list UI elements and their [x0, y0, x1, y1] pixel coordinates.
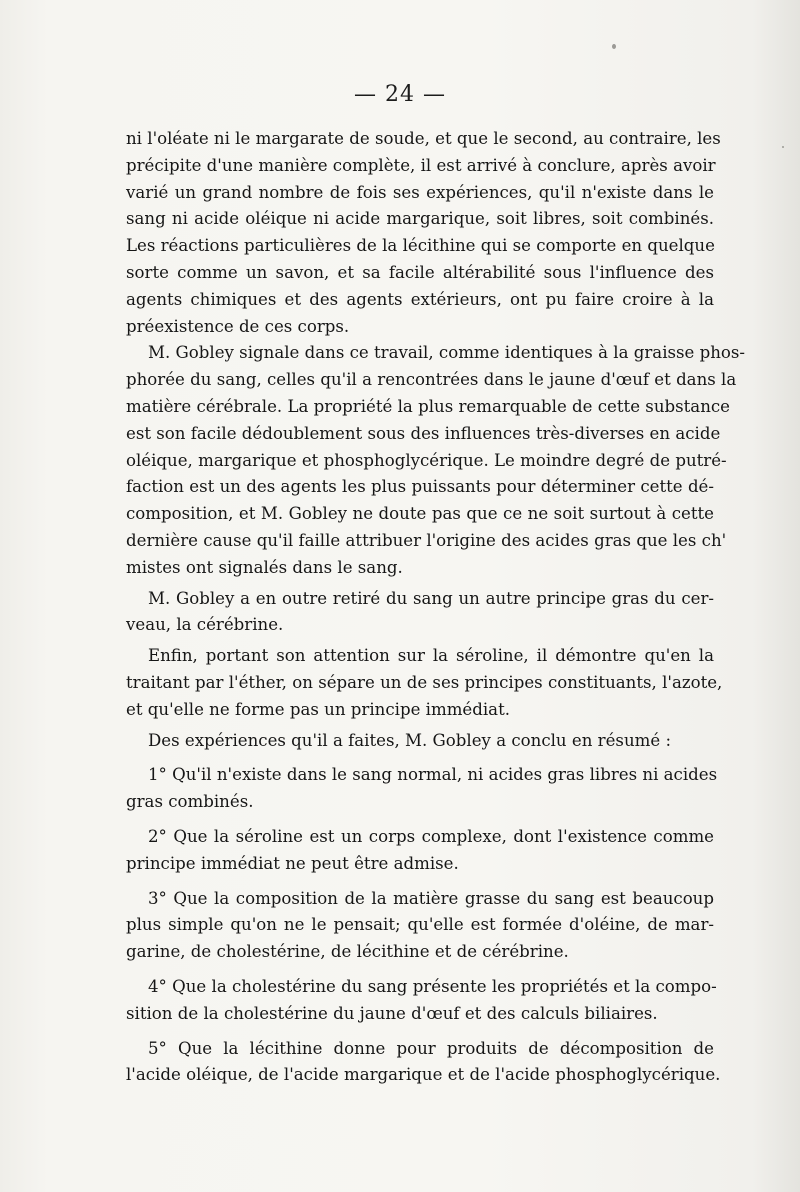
- text-line: matière cérébrale. La propriété la plus remarquable de cette substance: [126, 396, 731, 416]
- text-line: garine, de cholestérine, de lécithine et de cérébrine.: [126, 942, 569, 962]
- text-line: sition de la cholestérine du jaune d'œuf et des calculs biliaires.: [126, 1003, 658, 1023]
- text-line: composition, et M. Gobley ne doute pas que ce ne soit surtout à cette: [126, 504, 714, 524]
- text-line: sang ni acide oléique ni acide margarique, soit libres, soit combinés.: [126, 209, 714, 229]
- text-line: préexistence de ces corps.: [126, 316, 350, 336]
- conclusion-item: [126, 886, 714, 966]
- text-line: plus simple qu'on ne le pensait; qu'elle est formée d'oléine, de mar-: [126, 915, 714, 935]
- text-line: et qu'elle ne forme pas un principe immédiat.: [126, 699, 511, 719]
- text-line: veau, la cérébrine.: [126, 615, 284, 635]
- text-line: gras combinés.: [126, 792, 254, 812]
- text-line: M. Gobley a en outre retiré du sang un autre principe gras du cer-: [148, 588, 714, 608]
- text-line: ni l'oléate ni le margarate de soude, et que le second, au contraire, les: [126, 129, 721, 148]
- text-line: 2° Que la séroline est un corps complexe, dont l'existence comme: [148, 826, 714, 846]
- text-line: M. Gobley signale dans ce travail, comme identiques à la graisse phos-: [148, 343, 746, 363]
- paragraph: [126, 126, 721, 340]
- text-line: phorée du sang, celles qu'il a rencontrées dans le jaune d'œuf et dans la: [126, 370, 737, 390]
- text-line: sorte comme un savon, et sa facile altérabilité sous l'influence des: [126, 262, 714, 282]
- body-text: [126, 126, 746, 1089]
- paragraph: [126, 340, 746, 581]
- text-line: Des expériences qu'il a faites, M. Gobley a conclu en résumé :: [148, 730, 672, 750]
- text-line: principe immédiat ne peut être admise.: [126, 853, 459, 873]
- text-line: 1° Qu'il n'existe dans le sang normal, ni acides gras libres ni acides: [148, 765, 718, 785]
- text-line: précipite d'une manière complète, il est arrivé à conclure, après avoir: [126, 155, 716, 175]
- text-line: Enfin, portant son attention sur la séroline, il démontre qu'en la: [148, 646, 714, 666]
- text-line: 3° Que la composition de la matière grasse du sang est beaucoup: [148, 888, 714, 908]
- conclusion-item: [126, 974, 717, 1028]
- text-line: l'acide oléique, de l'acide margarique et de l'acide phosphoglycérique.: [126, 1065, 721, 1085]
- text-line: faction est un des agents les plus puissants pour déterminer cette dé-: [126, 477, 714, 497]
- page-number: — 24 —: [354, 82, 446, 107]
- text-line: dernière cause qu'il faille attribuer l'origine des acides gras que les ch': [126, 530, 727, 550]
- conclusion-item: [126, 824, 714, 878]
- text-line: agents chimiques et des agents extérieurs, ont pu faire croire à la: [126, 289, 714, 309]
- ink-speck: [612, 44, 616, 49]
- text-line: est son facile dédoublement sous des influences très-diverses en acide: [126, 423, 721, 443]
- ink-speck: [782, 146, 784, 148]
- text-line: 5° Que la lécithine donne pour produits de décomposition de: [148, 1038, 714, 1058]
- text-line: varié un grand nombre de fois ses expériences, qu'il n'existe dans le: [126, 182, 714, 202]
- text-line: mistes ont signalés dans le sang.: [126, 557, 403, 577]
- conclusion-item: [126, 1036, 721, 1090]
- paragraph: [126, 643, 723, 723]
- text-line: Les réactions particulières de la lécithine qui se comporte en quelque: [126, 236, 715, 256]
- paragraph: [126, 728, 714, 755]
- text-line: traitant par l'éther, on sépare un de ses principes constituants, l'azote,: [126, 672, 723, 692]
- conclusion-item: [126, 762, 718, 816]
- text-line: 4° Que la cholestérine du sang présente les propriétés et la compo-: [148, 976, 717, 996]
- paragraph: [126, 586, 714, 640]
- text-line: oléique, margarique et phosphoglycérique. Le moindre degré de putré-: [126, 450, 727, 470]
